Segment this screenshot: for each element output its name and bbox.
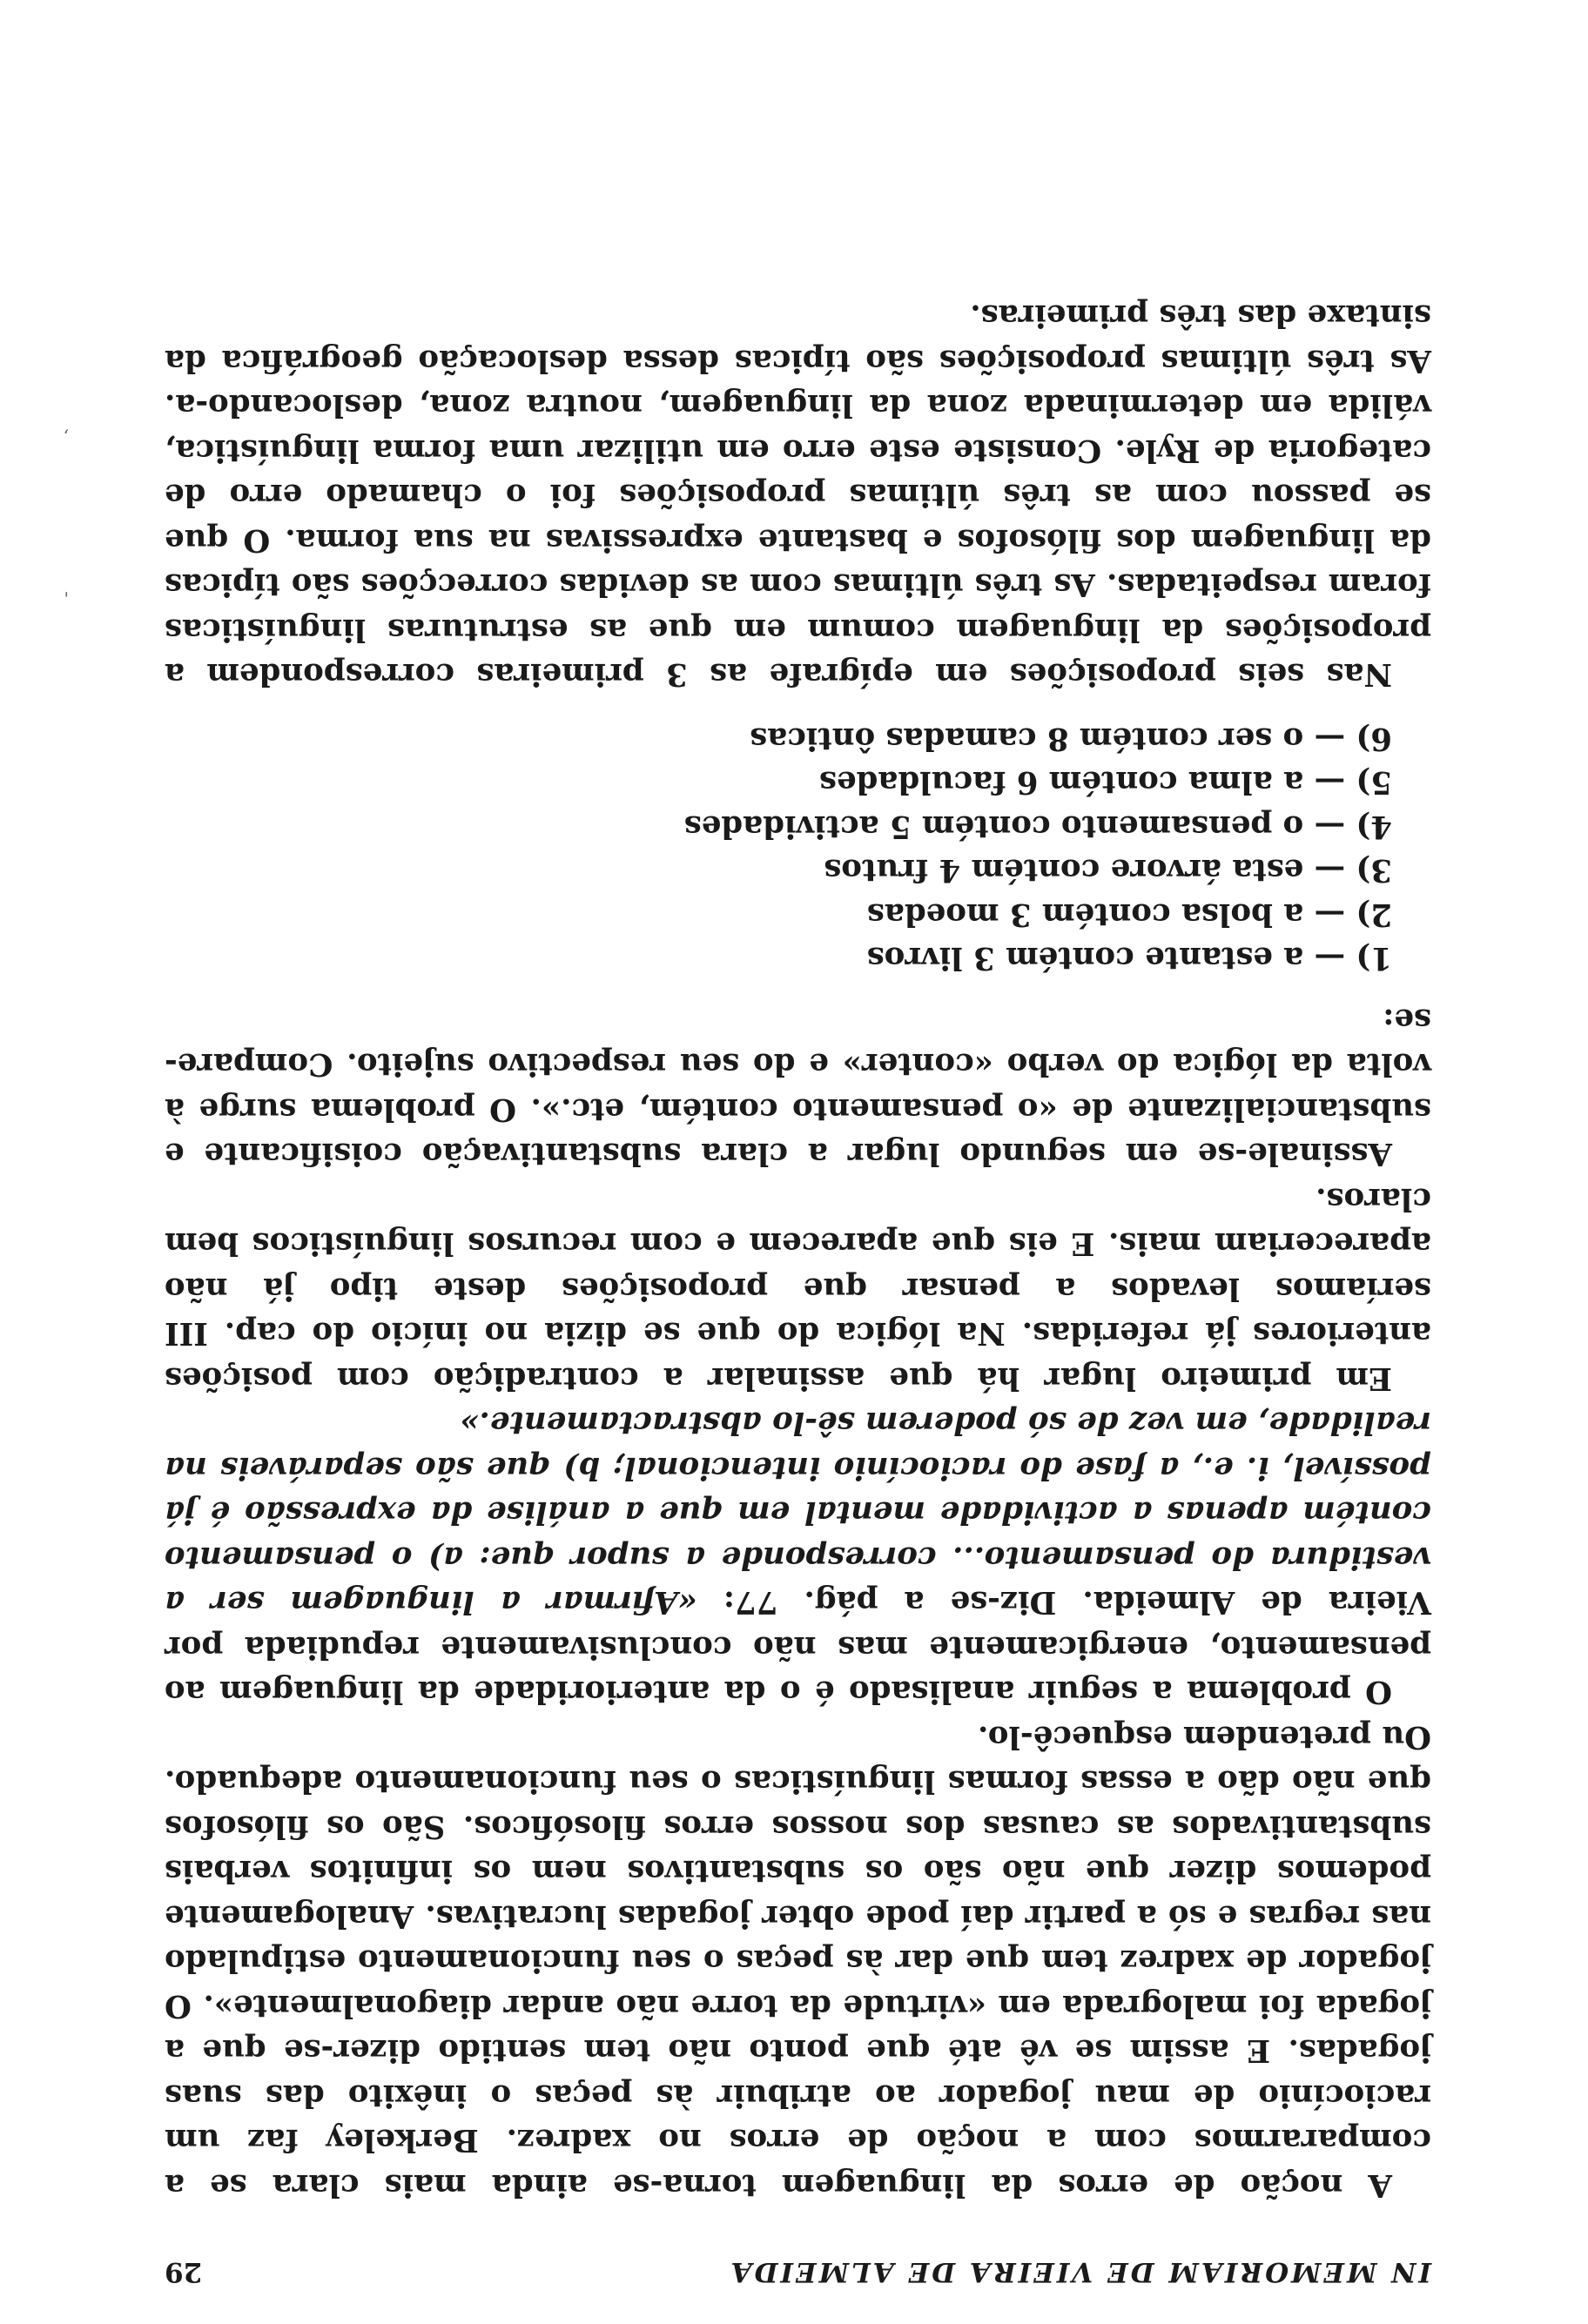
list-item: 3) — esta árvore contém 4 frutos [824,852,1392,889]
paragraph-contradiction: Em primeiro lugar há que assinalar a contradição com posições anteriores já referidas. Na lógica do que se dizia no início do cap. III seríamos levados a pensar que proposições deste tipo já não apareceriam mais. E eis que aparecem e com recursos linguísticos bem claros. [165,1181,1431,1396]
margin-tick-mark: ' [64,580,69,601]
running-header [165,2256,1431,2287]
margin-tick-mark: , [63,427,69,448]
running-title: IN MEMORIAM DE VIEIRA DE ALMEIDA [728,2256,1431,2287]
quotation-italic: «Afirmar a linguagem ser a vestidura do pensamento... corresponde a supor que: a) o pensamento contém apenas a actividade mental em que a análise da expressão é já possível, i. e., a fase do raciocínio intencional; b) que são separáveis na realidade, em vez de só poderem sê-lo abstractamente.» [165,1405,1431,1621]
list-item: 2) — a bolsa contém 3 moedas [866,897,1392,932]
paragraph-chess: A noção de erros da linguagem torna-se ainda mais clara se a compararmos com a noção de erros no xadrez. Berkeley faz um raciocínio de mau jogador ao atribuir às peças o inêxito das suas jogadas. E assim se vê até que ponto não tem sentido dizer-se que a jogada foi malograda em «virtude da torre não andar diagonalmente». O jogador de xadrez tem que dar às peças o seu funcionamento estipulado nas regras e só a partir daí pode obter jogadas lucrativas. Analogamente podemos dizer que não são os substantivos nem os infinitos verbais substantivados as causas dos nossos erros filosóficos. São os filósofos que não dão a essas formas linguísticas o seu funcionamento adequado. Ou pretendem esquecê-lo. [165,1719,1431,2203]
example-list [165,716,1392,980]
list-item: 5) — a alma contém 6 faculdades [819,764,1392,801]
page-number: 29 [165,2256,203,2287]
paragraph-anteriority-text: O problema a seguir analisado é o da anterioridade da linguagem ao pensamento, energicamente mas não conclusivamente repudiada por Vieira de Almeida. Diz-se a pág. 77: [165,1584,1431,1710]
paragraph-substantivation: Assinale-se em segundo lugar a clara substantivação coisificante e substancializante de «o pensamento contém, etc.». O problema surge à volta da lógica do verbo «conter» e do seu respectivo sujeito. Compare-se: [165,1002,1431,1172]
paragraph-anteriority [165,1400,1431,1715]
list-item: 4) — o pensamento contém 5 actividades [683,809,1392,844]
list-item: 1) — a estante contém 3 livros [866,940,1392,977]
page-content [165,293,1431,2287]
paragraph-category-error: Nas seis proposições em epígrafe as 3 primeiras correspondem a proposições da linguagem comum em que as estruturas linguísticas foram respeitadas. As três últimas com as devidas correcções são típicas da linguagem dos filósofos e bastante expressivas na sua forma. O que se passou com as três últimas proposições foi o chamado erro de categoria de Ryle. Consiste este erro em utilizar uma forma linguística, válida em determinada zona da linguagem, noutra zona, deslocando-a. As três últimas proposições são típicas dessa deslocação geográfica da sintaxe das três primeiras. [165,298,1431,693]
list-item: 6) — o ser contém 8 camadas ônticas [750,721,1392,756]
